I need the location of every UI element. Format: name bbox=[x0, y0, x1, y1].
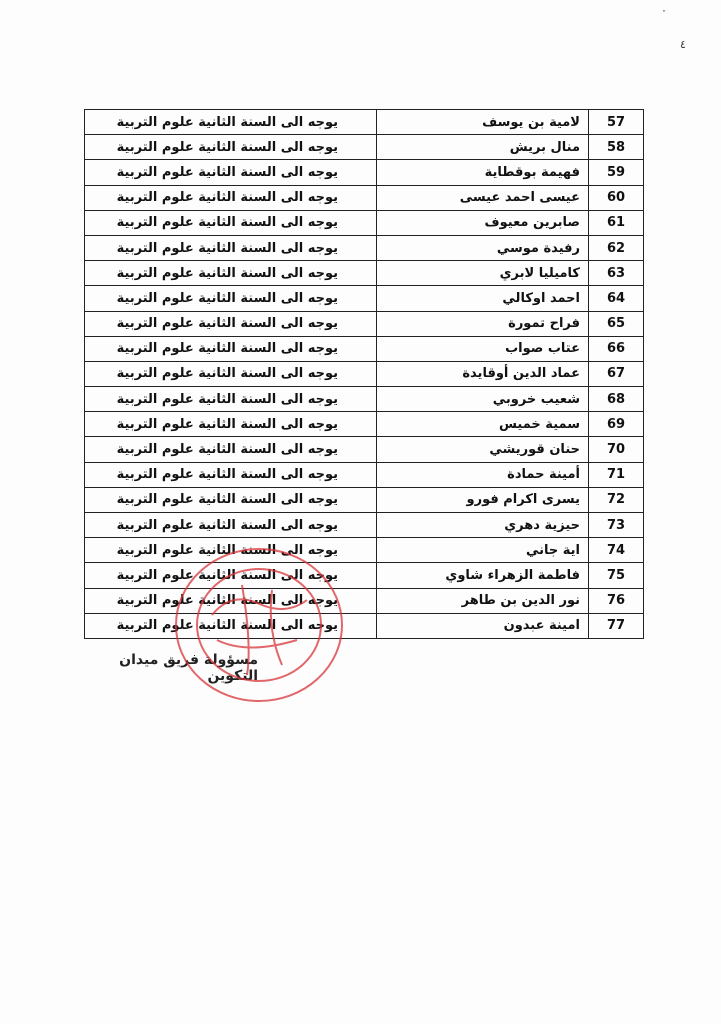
student-name: صابرين معيوف bbox=[377, 210, 589, 235]
row-number: 58 bbox=[589, 135, 644, 160]
orientation-decision: يوجه الى السنة الثانية علوم التربية bbox=[85, 336, 377, 361]
row-number: 60 bbox=[589, 185, 644, 210]
table-row bbox=[85, 311, 644, 336]
table-row bbox=[85, 210, 644, 235]
table-row bbox=[85, 513, 644, 538]
student-name: فهيمة بوقطاية bbox=[377, 160, 589, 185]
signature-line: مسؤولة فريق ميدان التكوين bbox=[119, 652, 258, 684]
table-row bbox=[85, 110, 644, 135]
table-row bbox=[85, 185, 644, 210]
orientation-decision: يوجه الى السنة الثانية علوم التربية bbox=[85, 563, 377, 588]
orientation-decision: يوجه الى السنة الثانية علوم التربية bbox=[85, 613, 377, 638]
student-name: كاميليا لابري bbox=[377, 261, 589, 286]
orientation-decision: يوجه الى السنة الثانية علوم التربية bbox=[85, 110, 377, 135]
orientation-decision: يوجه الى السنة الثانية علوم التربية bbox=[85, 361, 377, 386]
row-number: 66 bbox=[589, 336, 644, 361]
table-row bbox=[85, 563, 644, 588]
student-name: عتاب صواب bbox=[377, 336, 589, 361]
orientation-table-body bbox=[85, 110, 644, 639]
orientation-decision: يوجه الى السنة الثانية علوم التربية bbox=[85, 513, 377, 538]
row-number: 72 bbox=[589, 487, 644, 512]
table-row bbox=[85, 160, 644, 185]
orientation-decision: يوجه الى السنة الثانية علوم التربية bbox=[85, 462, 377, 487]
orientation-decision: يوجه الى السنة الثانية علوم التربية bbox=[85, 437, 377, 462]
table-row bbox=[85, 538, 644, 563]
table-row bbox=[85, 437, 644, 462]
orientation-decision: يوجه الى السنة الثانية علوم التربية bbox=[85, 412, 377, 437]
row-number: 69 bbox=[589, 412, 644, 437]
orientation-decision: يوجه الى السنة الثانية علوم التربية bbox=[85, 185, 377, 210]
row-number: 77 bbox=[589, 613, 644, 638]
student-name: رفيدة موسي bbox=[377, 235, 589, 260]
table-row bbox=[85, 387, 644, 412]
student-name: حنان قوريشي bbox=[377, 437, 589, 462]
table-row bbox=[85, 135, 644, 160]
orientation-decision: يوجه الى السنة الثانية علوم التربية bbox=[85, 538, 377, 563]
table-row bbox=[85, 286, 644, 311]
row-number: 74 bbox=[589, 538, 644, 563]
row-number: 68 bbox=[589, 387, 644, 412]
student-name: أمينة حمادة bbox=[377, 462, 589, 487]
page-mark-second: ٤ bbox=[680, 38, 686, 51]
row-number: 73 bbox=[589, 513, 644, 538]
row-number: 63 bbox=[589, 261, 644, 286]
table-row bbox=[85, 588, 644, 613]
orientation-decision: يوجه الى السنة الثانية علوم التربية bbox=[85, 210, 377, 235]
row-number: 62 bbox=[589, 235, 644, 260]
student-name: اية جاني bbox=[377, 538, 589, 563]
table-row bbox=[85, 361, 644, 386]
student-name: فاطمة الزهراء شاوي bbox=[377, 563, 589, 588]
row-number: 75 bbox=[589, 563, 644, 588]
student-name: احمد اوكالي bbox=[377, 286, 589, 311]
student-name: لامية بن يوسف bbox=[377, 110, 589, 135]
student-name: شعيب خروبي bbox=[377, 387, 589, 412]
table-row bbox=[85, 412, 644, 437]
student-name: يسرى اكرام فورو bbox=[377, 487, 589, 512]
student-name: امينة عبدون bbox=[377, 613, 589, 638]
row-number: 65 bbox=[589, 311, 644, 336]
student-name: عماد الدين أوقايدة bbox=[377, 361, 589, 386]
student-name: حيزية دهري bbox=[377, 513, 589, 538]
table-row bbox=[85, 613, 644, 638]
table-row bbox=[85, 462, 644, 487]
row-number: 67 bbox=[589, 361, 644, 386]
orientation-decision: يوجه الى السنة الثانية علوم التربية bbox=[85, 387, 377, 412]
orientation-decision: يوجه الى السنة الثانية علوم التربية bbox=[85, 135, 377, 160]
orientation-decision: يوجه الى السنة الثانية علوم التربية bbox=[85, 286, 377, 311]
page-mark-top: ٠ bbox=[661, 4, 667, 17]
student-name: سمية خميس bbox=[377, 412, 589, 437]
row-number: 64 bbox=[589, 286, 644, 311]
orientation-decision: يوجه الى السنة الثانية علوم التربية bbox=[85, 588, 377, 613]
row-number: 61 bbox=[589, 210, 644, 235]
row-number: 57 bbox=[589, 110, 644, 135]
orientation-decision: يوجه الى السنة الثانية علوم التربية bbox=[85, 235, 377, 260]
table-row bbox=[85, 235, 644, 260]
row-number: 71 bbox=[589, 462, 644, 487]
student-name: منال بريش bbox=[377, 135, 589, 160]
student-name: فراح تمورة bbox=[377, 311, 589, 336]
row-number: 76 bbox=[589, 588, 644, 613]
orientation-decision: يوجه الى السنة الثانية علوم التربية bbox=[85, 261, 377, 286]
orientation-decision: يوجه الى السنة الثانية علوم التربية bbox=[85, 160, 377, 185]
table-row bbox=[85, 336, 644, 361]
table-row bbox=[85, 261, 644, 286]
orientation-table bbox=[84, 109, 644, 639]
row-number: 70 bbox=[589, 437, 644, 462]
orientation-decision: يوجه الى السنة الثانية علوم التربية bbox=[85, 311, 377, 336]
student-name: عيسى احمد عيسى bbox=[377, 185, 589, 210]
student-name: نور الدين بن طاهر bbox=[377, 588, 589, 613]
row-number: 59 bbox=[589, 160, 644, 185]
orientation-decision: يوجه الى السنة الثانية علوم التربية bbox=[85, 487, 377, 512]
table-row bbox=[85, 487, 644, 512]
